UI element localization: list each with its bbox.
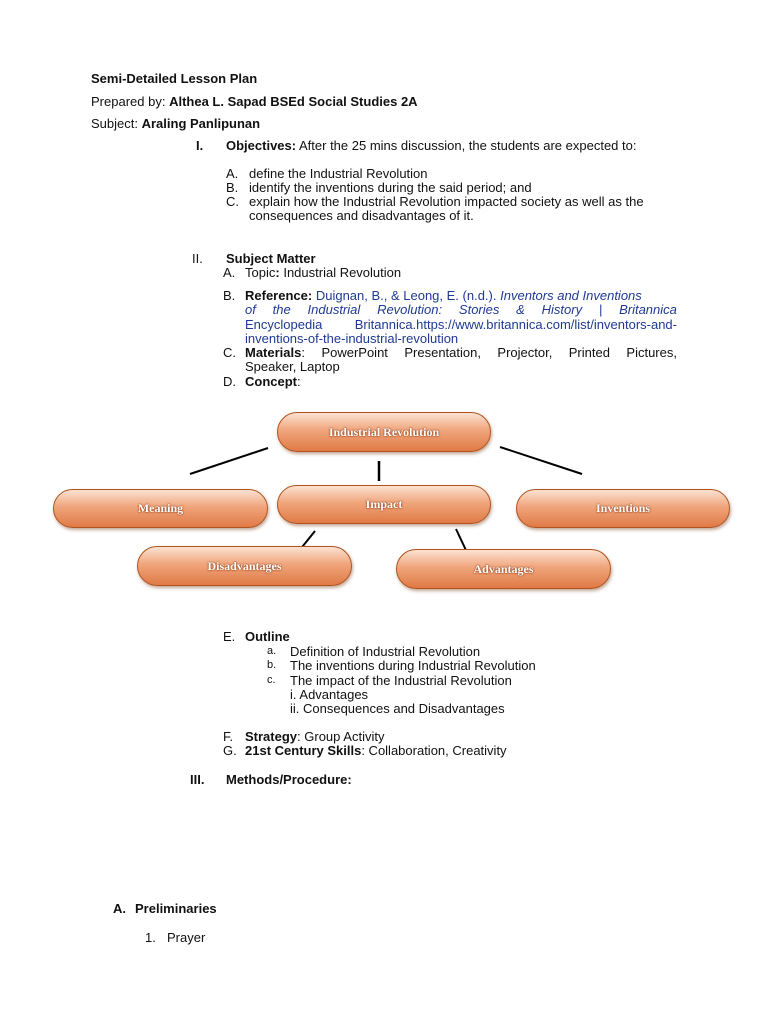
outline-a-text: Definition of Industrial Revolution [290, 644, 481, 659]
reference-letter: B. [223, 288, 236, 303]
subject-matter-heading: Subject Matter [226, 251, 316, 266]
objective-a-text: define the Industrial Revolution [249, 166, 428, 181]
section-3-numeral: III. [190, 772, 205, 787]
prepared-by-label: Prepared by: [91, 94, 166, 109]
preliminaries-heading: Preliminaries [135, 901, 217, 916]
objectives-text: After the 25 mins discussion, the students are expected to: [299, 138, 637, 153]
preliminary-1-text: Prayer [167, 930, 206, 945]
node-meaning: Meaning [53, 489, 268, 528]
strategy-letter: F. [223, 729, 234, 744]
topic-letter: A. [223, 265, 236, 280]
node-inventions: Inventions [516, 489, 730, 528]
outline-a-marker: a. [267, 645, 277, 657]
outline-b-marker: b. [267, 659, 277, 671]
reference-title-line2: of the Industrial Revolution: Stories & History | Britannica [245, 302, 677, 317]
objective-b-letter: B. [226, 180, 239, 195]
objective-c-line2: consequences and disadvantages of it. [249, 208, 474, 223]
concept-letter: D. [223, 374, 236, 389]
skills-line [245, 743, 507, 758]
subject-value: Araling Panlipunan [141, 116, 261, 131]
concept-colon: : [297, 374, 301, 389]
reference-line3: Encyclopedia Britannica.https://www.britannica.com/list/inventors-and- [245, 317, 677, 332]
connector-root-meaning [190, 448, 268, 474]
methods-heading: Methods/Procedure: [226, 772, 352, 787]
materials-label: Materials [245, 345, 302, 360]
document-title: Semi-Detailed Lesson Plan [91, 71, 258, 86]
preliminary-1-number: 1. [145, 930, 156, 945]
skills-letter: G. [223, 743, 237, 758]
reference-line4: inventions-of-the-industrial-revolution [245, 331, 459, 346]
prepared-by-value: Althea L. Sapad BSEd Social Studies 2A [169, 94, 418, 109]
objective-c-line1: explain how the Industrial Revolution impacted society as well as the [249, 194, 644, 209]
skills-value: : Collaboration, Creativity [361, 743, 507, 758]
topic-colon: : [275, 265, 280, 280]
outline-letter: E. [223, 629, 236, 644]
preliminaries-letter: A. [113, 901, 126, 916]
materials-letter: C. [223, 345, 236, 360]
node-disadvantages: Disadvantages [137, 546, 352, 586]
node-advantages: Advantages [396, 549, 611, 589]
reference-authors: Duignan, B., & Leong, E. (n.d.). [315, 288, 497, 303]
objective-b-text: identify the inventions during the said period; and [249, 180, 532, 195]
topic-value: Industrial Revolution [283, 265, 402, 280]
section-1-numeral: I. [196, 138, 204, 153]
node-impact: Impact [277, 485, 491, 524]
materials-line2: Speaker, Laptop [245, 359, 340, 374]
reference-label: Reference: [245, 288, 313, 303]
outline-c-text: The impact of the Industrial Revolution [290, 673, 512, 688]
outline-c-sub-ii: ii. Consequences and Disadvantages [290, 701, 505, 716]
outline-b-text: The inventions during Industrial Revolution [290, 658, 536, 673]
subject-label: Subject: [91, 116, 138, 131]
topic-label: Topic [245, 265, 276, 280]
outline-label: Outline [245, 629, 290, 644]
node-industrial-revolution: Industrial Revolution [277, 412, 491, 452]
outline-c-sub-i: i. Advantages [290, 687, 369, 702]
outline-c-marker: c. [267, 674, 276, 686]
strategy-value: : Group Activity [297, 729, 385, 744]
reference-title-line1: Inventors and Inventions [500, 288, 642, 303]
objectives-label: Objectives: [226, 138, 297, 153]
objective-a-letter: A. [226, 166, 239, 181]
strategy-label: Strategy [245, 729, 298, 744]
strategy-line [245, 729, 384, 744]
connector-root-inventions [500, 447, 582, 474]
section-2-numeral: II. [192, 251, 203, 266]
materials-line1: Materials: PowerPoint Presentation, Projector, Printed Pictures, [245, 345, 677, 360]
concept-label: Concept [245, 374, 297, 389]
objective-c-letter: C. [226, 194, 239, 209]
skills-label: 21st Century Skills [245, 743, 362, 758]
